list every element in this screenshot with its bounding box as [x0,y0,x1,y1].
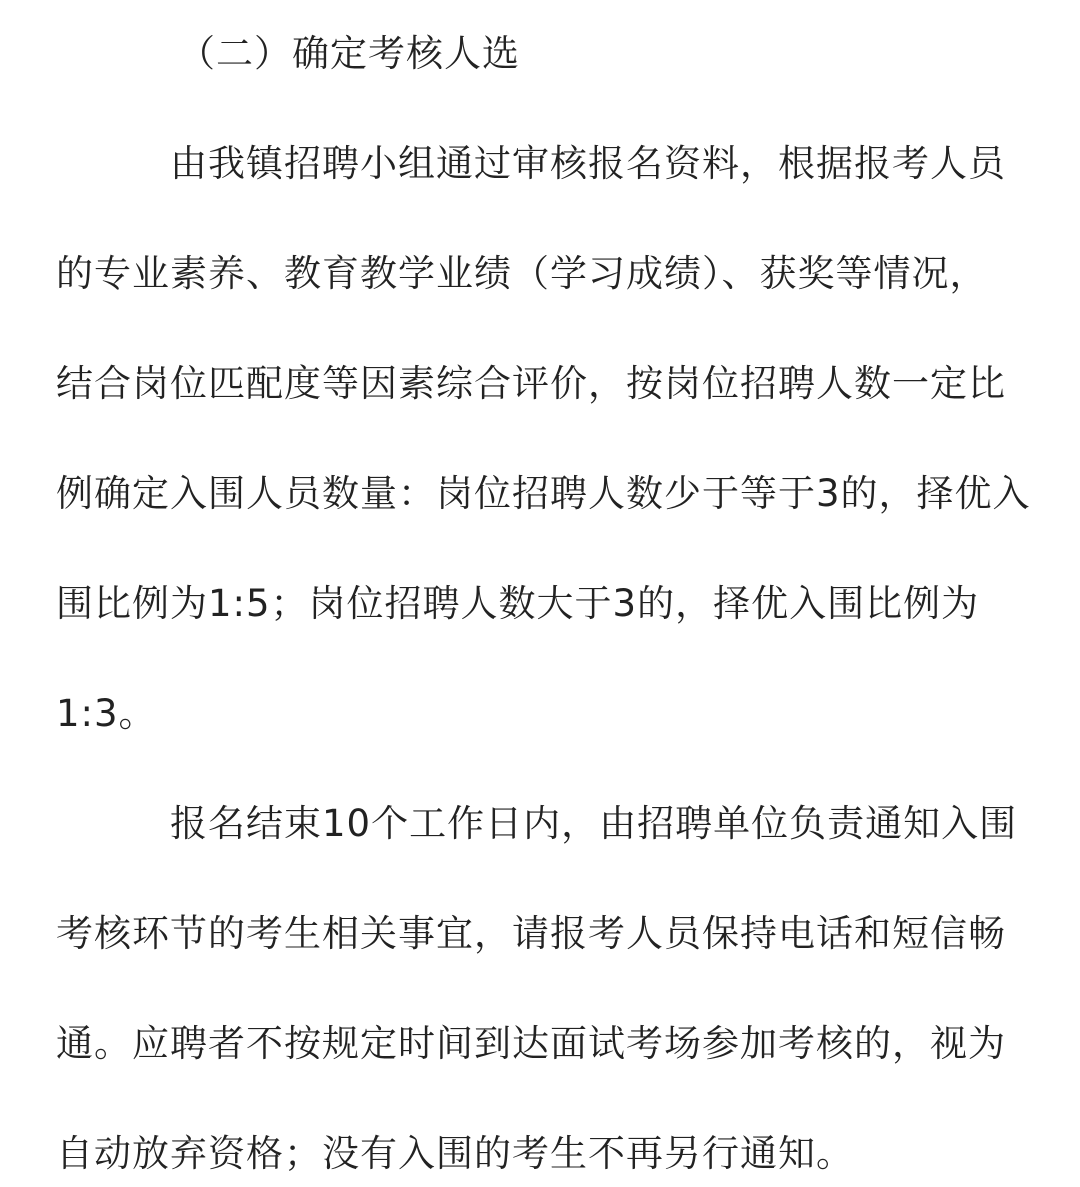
paragraph-2-line-4: 自动放弃资格；没有入围的考生不再另行通知。 [56,1132,854,1175]
paragraph-1-line-1: 由我镇招聘小组通过审核报名资料，根据报考人员 [170,142,1006,185]
paragraph-1-line-5: 围比例为1:5；岗位招聘人数大于3的，择优入围比例为 [56,582,980,625]
paragraph-2-line-2: 考核环节的考生相关事宜，请报考人员保持电话和短信畅 [56,912,1006,955]
paragraph-2-line-3: 通。应聘者不按规定时间到达面试考场参加考核的，视为 [56,1022,1006,1065]
paragraph-1-line-2: 的专业素养、教育教学业绩（学习成绩）、获奖等情况， [56,252,988,295]
paragraph-2-line-1: 报名结束10个工作日内，由招聘单位负责通知入围 [170,802,1018,845]
section-heading: （二）确定考核人选 [178,32,520,75]
paragraph-1-line-3: 结合岗位匹配度等因素综合评价，按岗位招聘人数一定比 [56,362,1006,405]
paragraph-1-line-6: 1:3。 [56,692,157,735]
paragraph-1-line-4: 例确定入围人员数量：岗位招聘人数少于等于3的，择优入 [56,472,1031,515]
